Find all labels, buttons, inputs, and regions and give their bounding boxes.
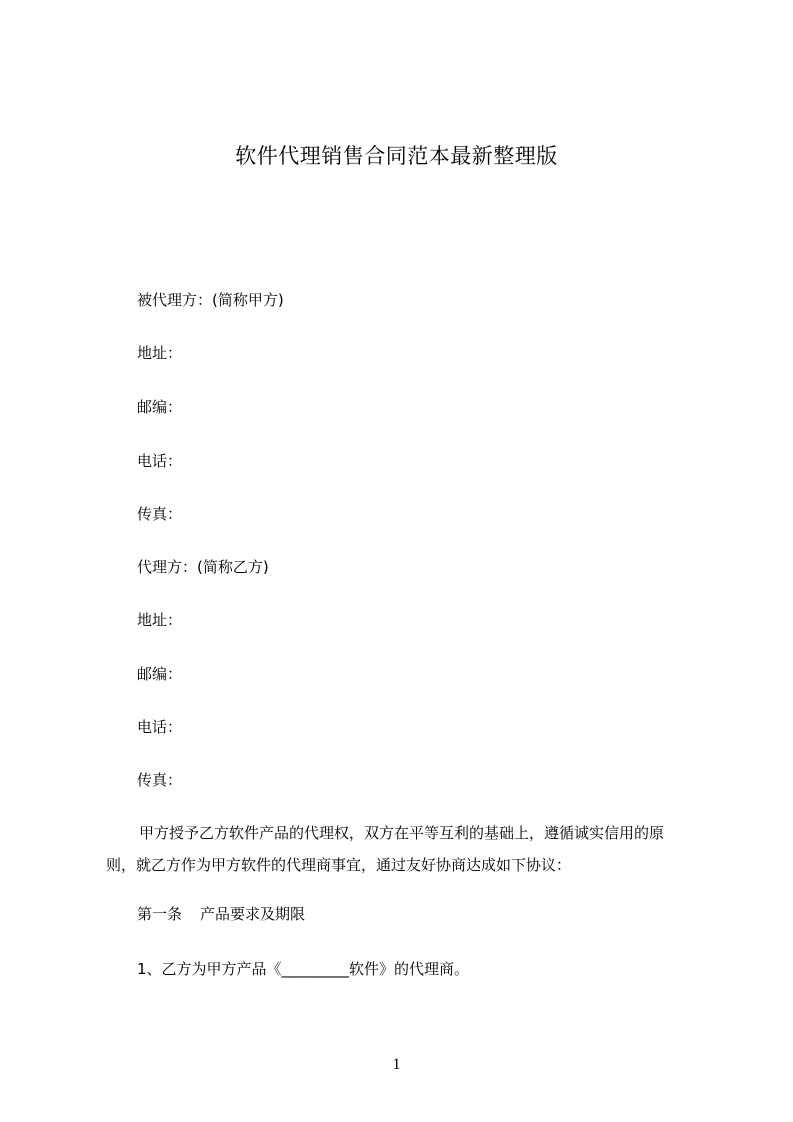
- article-1-title: 产品要求及期限: [200, 905, 306, 923]
- intro-paragraph: [106, 822, 716, 876]
- article-1-clause-1: 1、乙方为甲方产品《_________软件》的代理商。: [137, 960, 470, 978]
- article-1-heading: [137, 903, 305, 925]
- party-b-fax-label: 传真：: [137, 771, 183, 789]
- party-a-phone-label: 电话：: [137, 452, 183, 470]
- party-a-postcode-label: 邮编：: [137, 398, 183, 416]
- party-b-postcode-label: 邮编：: [137, 665, 183, 683]
- page-number: 1: [392, 1056, 401, 1073]
- party-b-name-label: 代理方：(简称乙方): [137, 558, 269, 576]
- intro-line-1: 甲方授予乙方软件产品的代理权，双方在平等互利的基础上，遵循诚实信用的原: [139, 824, 665, 842]
- party-a-name-label: 被代理方：(简称甲方): [137, 291, 284, 309]
- party-b-address-label: 地址：: [137, 611, 183, 629]
- article-1-number: 第一条: [137, 905, 183, 923]
- party-a-fax-label: 传真：: [137, 505, 183, 523]
- party-b-phone-label: 电话：: [137, 718, 183, 736]
- document-title: 软件代理销售合同范本最新整理版: [235, 144, 558, 168]
- intro-line-2: 则，就乙方作为甲方软件的代理商事宜，通过友好协商达成如下协议：: [106, 856, 572, 874]
- party-a-address-label: 地址：: [137, 344, 183, 362]
